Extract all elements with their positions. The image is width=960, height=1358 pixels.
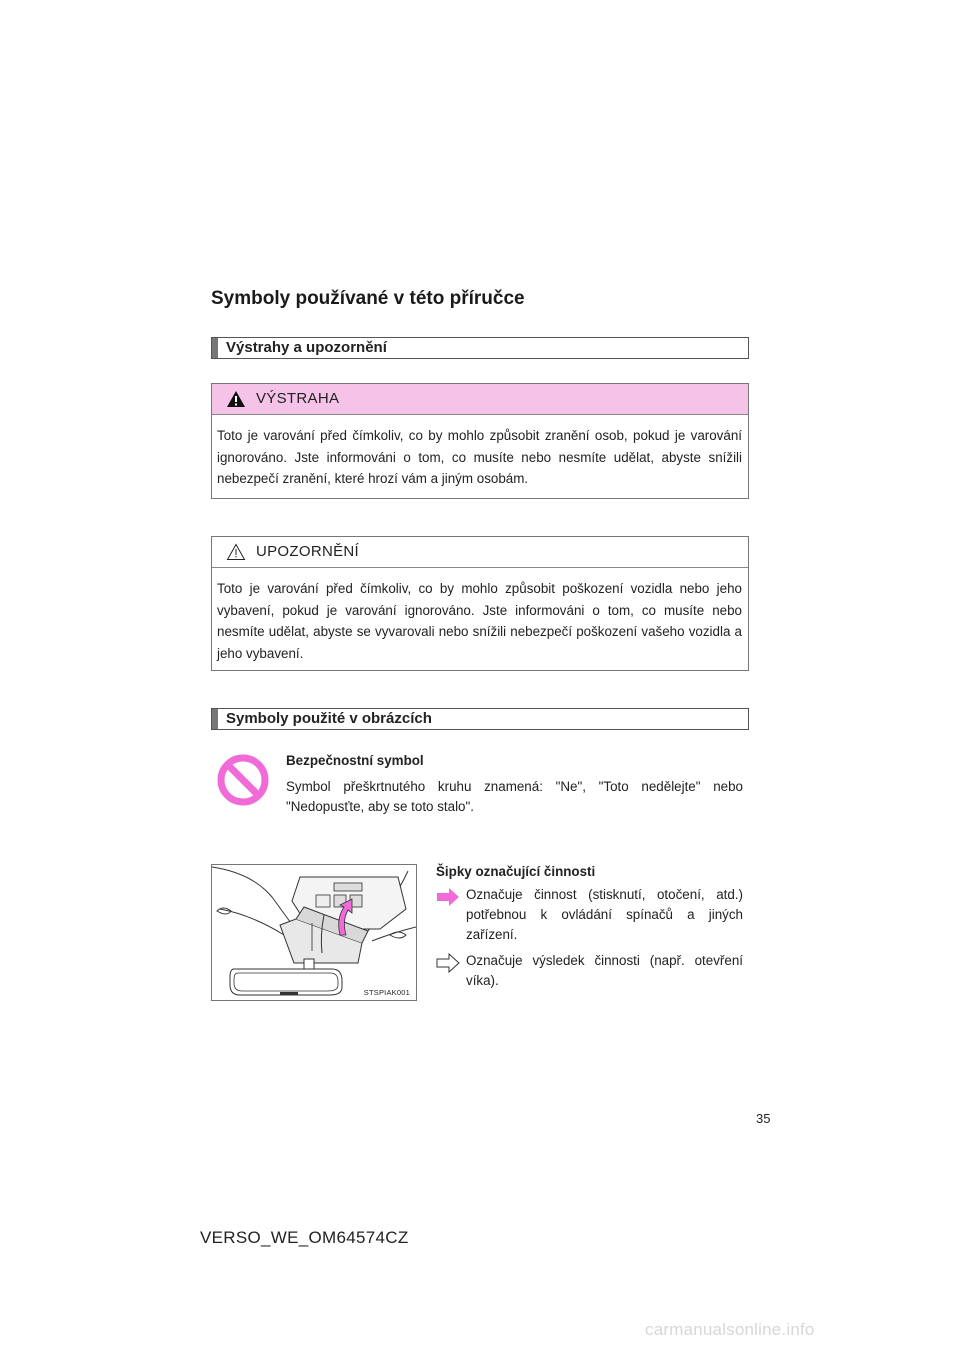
warning-label: VÝSTRAHA [256, 390, 340, 407]
warning-box [211, 383, 749, 499]
overhead-console-illustration [211, 864, 417, 1001]
overhead-console-drawing [212, 865, 416, 1000]
section-heading-label: Výstrahy a upozornění [226, 339, 387, 356]
warning-triangle-filled-icon [226, 390, 246, 413]
caution-box-header [212, 537, 748, 568]
warning-box-header [212, 384, 748, 415]
illustration-code: STSPIAK001 [363, 988, 410, 997]
warning-text: Toto je varování před čímkoliv, co by mohlo způsobit zranění osob, pokud je varování ignorováno. Jste informováni o tom, co musíte nebo nesmíte udělat, abyste snížili nebezpečí zranění, které hrozí vám a jiným osobám. [217, 428, 742, 486]
safety-symbol-heading: Bezpečnostní symbol [286, 753, 424, 768]
section-tab-marker [212, 709, 218, 729]
action-arrow-text: Označuje činnost (stisknutí, otočení, atd.) potřebnou k ovládání spínačů a jiných zařízení. [466, 887, 743, 942]
caution-text: Toto je varování před čímkoliv, co by mohlo způsobit poškození vozidla nebo jeho vybavení, pokud je varování ignorováno. Jste informováni o tom, co musíte nebo nesmíte udělat, abyste se vyvarovali nebo snížili nebezpečí poškození vašeho vozidla a jeho vybavení. [217, 581, 742, 661]
warning-triangle-outline-icon [226, 543, 246, 566]
result-arrow-icon [436, 953, 460, 978]
caution-label: UPOZORNĚNÍ [256, 543, 360, 560]
section-heading-label: Symboly použité v obrázcích [226, 710, 432, 727]
caution-box [211, 536, 749, 671]
safety-symbol-text: Symbol přeškrtnutého kruhu znamená: "Ne", "Toto nedělejte" nebo "Nedopusťte, aby se toto stalo". [286, 779, 743, 814]
page-title: Symboly používané v této příručce [211, 288, 525, 309]
section-tab-marker [212, 338, 218, 358]
watermark-text: carmanualsonline.info [645, 1320, 815, 1339]
footer-document-code: VERSO_WE_OM64574CZ [200, 1228, 409, 1247]
arrows-heading: Šipky označující činnosti [436, 864, 596, 879]
section-heading-symbols [211, 708, 749, 730]
prohibition-symbol-icon [217, 754, 269, 811]
action-arrow-icon [436, 887, 460, 912]
section-heading-warnings [211, 337, 749, 359]
result-arrow-text: Označuje výsledek činnosti (např. otevření víka). [466, 953, 743, 988]
page-number: 35 [756, 1111, 771, 1126]
